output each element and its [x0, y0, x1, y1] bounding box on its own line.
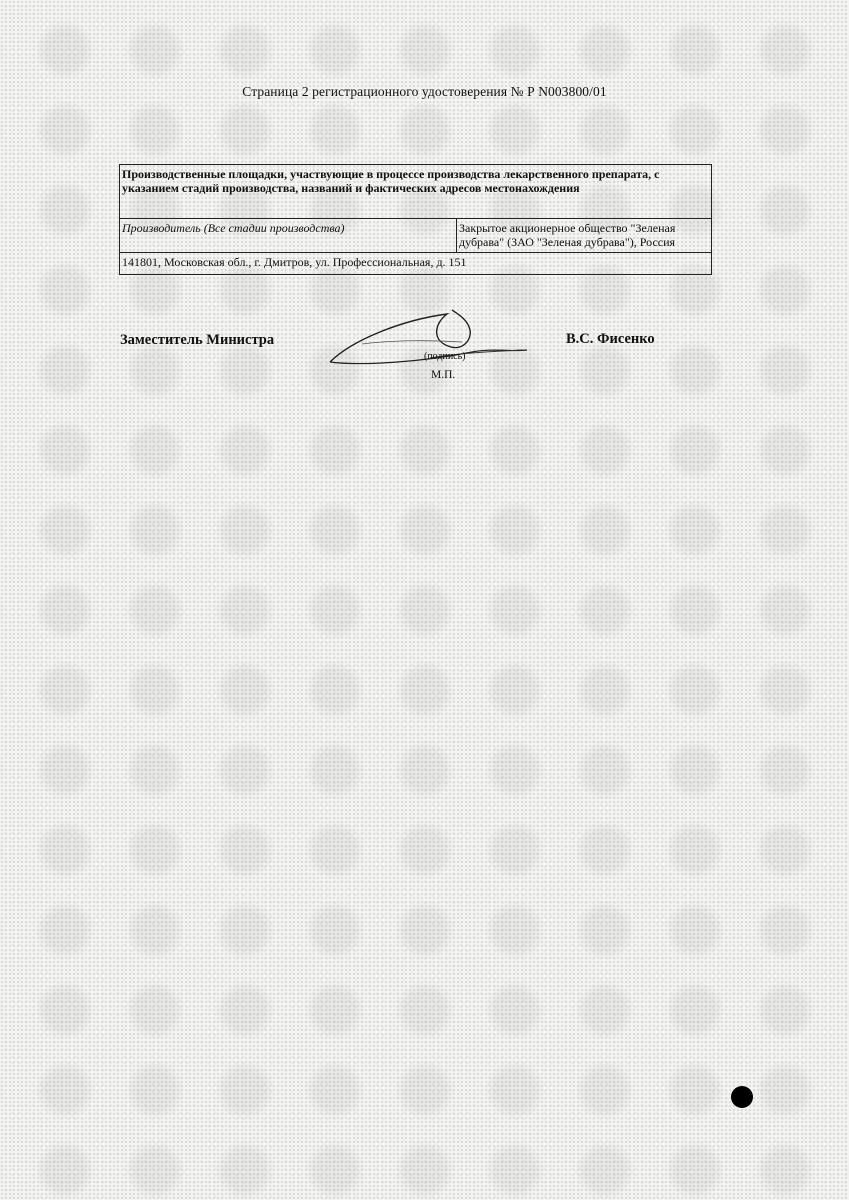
signature-caption: (подпись) — [424, 351, 466, 362]
table-row — [120, 165, 712, 219]
address-cell: 141801, Московская обл., г. Дмитров, ул. Профессиональная, д. 151 — [120, 253, 712, 275]
company-name-cell: Закрытое акционерное общество "Зеленая дубрава" (ЗАО "Зеленая дубрава"), Россия — [457, 219, 712, 253]
stamp-caption: М.П. — [431, 369, 456, 381]
table-row — [120, 219, 712, 253]
page-title: Страница 2 регистрационного удостоверения № Р N003800/01 — [242, 84, 607, 99]
signatory-role: Заместитель Министра — [120, 332, 275, 348]
table-heading-cell: Производственные площадки, участвующие в процессе производства лекарственного препарата, с указанием стадий производства, названий и фактических адресов местонахождения — [120, 165, 712, 219]
binding-hole-mark — [731, 1086, 753, 1108]
production-sites-table — [119, 164, 712, 275]
signatory-name: В.С. Фисенко — [566, 331, 655, 347]
manufacturer-role-cell: Производитель (Все стадии производства) — [120, 219, 457, 253]
handwritten-signature — [322, 300, 542, 380]
table-row — [120, 253, 712, 275]
